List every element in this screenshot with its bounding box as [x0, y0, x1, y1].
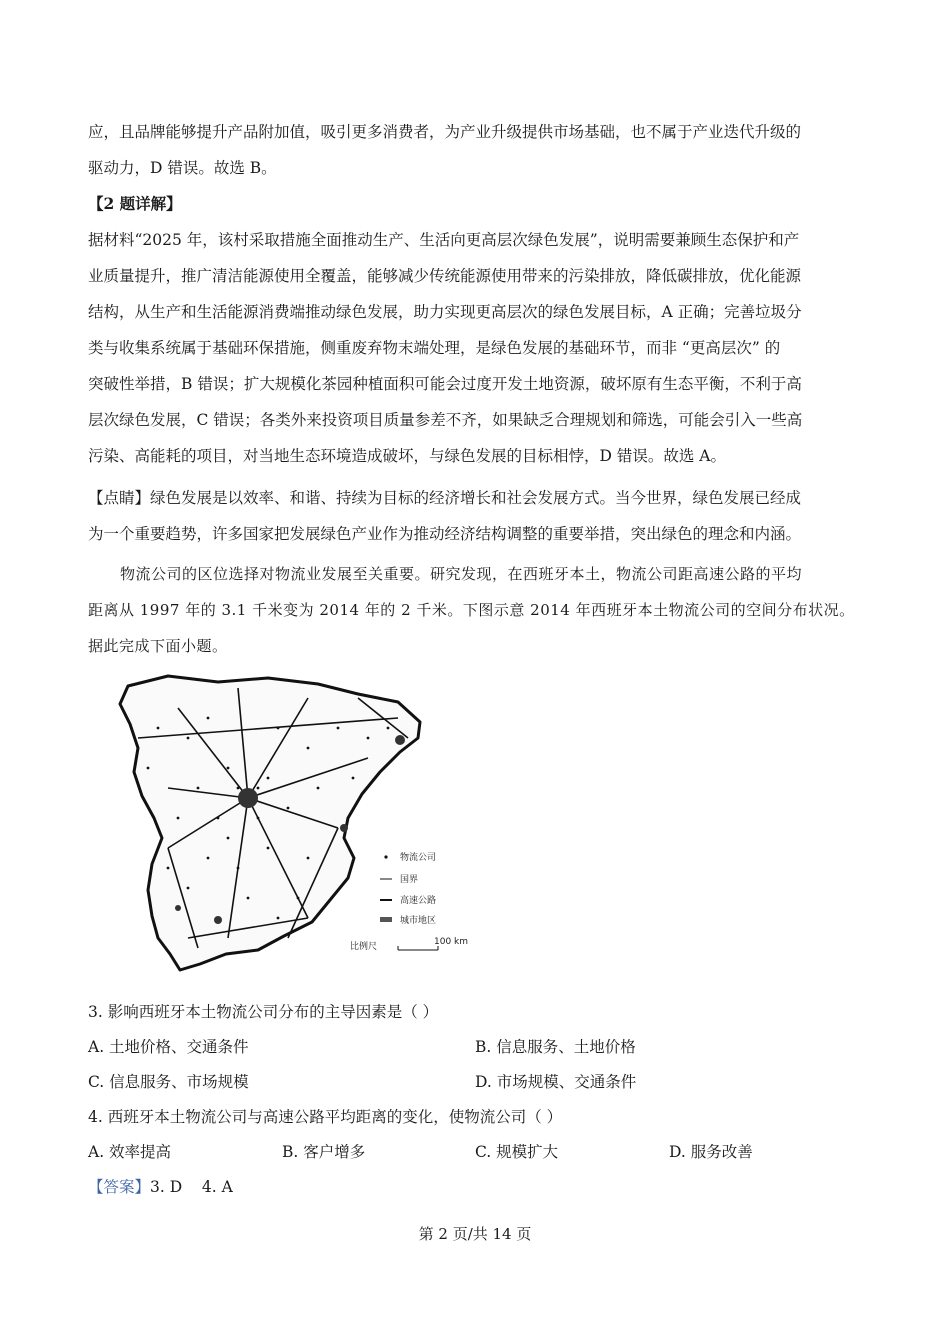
detail2-line-7: 污染、高能耗的项目，对当地生态环境造成破坏，与绿色发展的目标相悖，D 错误。故选 A。 [88, 447, 726, 465]
intro-line-2: 距离从 1997 年的 3.1 千米变为 2014 年的 2 千米。下图示意 2014 年西班牙本土物流公司的空间分布状况。 [88, 601, 855, 619]
scale-label: 比例尺 [350, 942, 378, 952]
legend-border: 国界 [400, 875, 419, 885]
q4-option-b: B. 客户增多 [282, 1143, 366, 1161]
page-footer: 第 2 页/共 14 页 [418, 1225, 532, 1243]
intro-line-3: 据此完成下面小题。 [88, 637, 228, 655]
detail1-line-1: 应，且品牌能够提升产品附加值，吸引更多消费者，为产业升级提供市场基础，也不属于产业迭代升级的 [88, 123, 802, 141]
q4-option-a: A. 效率提高 [88, 1143, 172, 1161]
point-line-1: 【点睛】绿色发展是以效率、和谐、持续为目标的经济增长和社会发展方式。当今世界，绿色发展已经成 [88, 489, 802, 507]
detail1-line-2: 驱动力，D 错误。故选 B。 [88, 159, 277, 177]
detail2-line-6: 层次绿色发展，C 错误；各类外来投资项目质量参差不齐，如果缺乏合理规划和筛选，可能会引入一些高 [88, 411, 803, 429]
detail2-heading: 【2 题详解】 [88, 194, 182, 213]
question-3-stem: 3. 影响西班牙本土物流公司分布的主导因素是（ ） [88, 1003, 439, 1021]
q3-option-c: C. 信息服务、市场规模 [88, 1073, 249, 1091]
detail2-line-2: 业质量提升，推广清洁能源使用全覆盖，能够减少传统能源使用带来的污染排放，降低碳排放，优化能源 [88, 267, 802, 285]
q3-option-b: B. 信息服务、土地价格 [475, 1038, 636, 1056]
scale-value: 100 km [434, 937, 468, 947]
q3-option-d: D. 市场规模、交通条件 [475, 1073, 637, 1091]
point-line-2: 为一个重要趋势，许多国家把发展绿色产业作为推动经济结构调整的重要举措，突出绿色的理念和内涵。 [88, 525, 802, 543]
legend-city: 城市地区 [400, 916, 437, 926]
legend-highway: 高速公路 [400, 896, 437, 906]
detail2-line-3: 结构，从生产和生活能源消费端推动绿色发展，助力实现更高层次的绿色发展目标，A 正确；完善垃圾分 [88, 303, 802, 321]
map-legend [350, 851, 468, 952]
detail2-line-4: 类与收集系统属于基础环保措施，侧重废弃物末端处理，是绿色发展的基础环节，而非 “更高层次” 的 [88, 339, 781, 357]
answer-line [88, 1175, 233, 1199]
q3-option-a: A. 土地价格、交通条件 [88, 1038, 249, 1056]
answer-tag: 【答案】 [88, 1178, 151, 1196]
spain-logistics-map [108, 668, 468, 978]
detail2-line-1: 据材料“2025 年，该村采取措施全面推动生产、生活向更高层次绿色发展”，说明需要兼顾生态保护和产 [88, 231, 800, 249]
question-4-stem: 4. 西班牙本土物流公司与高速公路平均距离的变化，使物流公司（ ） [88, 1108, 563, 1126]
intro-line-1: 物流公司的区位选择对物流业发展至关重要。研究发现，在西班牙本土，物流公司距高速公路的平均 [120, 565, 803, 583]
q4-option-d: D. 服务改善 [669, 1143, 753, 1161]
q4-option-c: C. 规模扩大 [475, 1143, 559, 1161]
detail2-line-5: 突破性举措，B 错误；扩大规模化茶园种植面积可能会过度开发土地资源，破坏原有生态平衡，不利于高 [88, 375, 802, 393]
legend-company: 物流公司 [400, 853, 437, 863]
answer-text: 3. D 4. A [150, 1178, 233, 1196]
